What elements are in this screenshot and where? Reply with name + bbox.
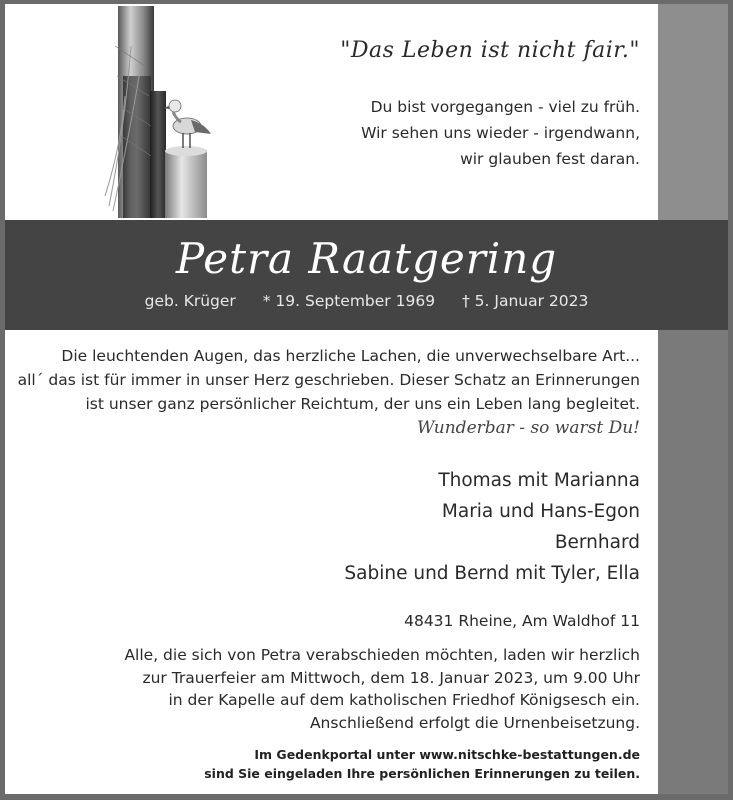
maiden-name: geb. Krüger [144, 292, 236, 310]
death-date: † 5. Januar 2023 [462, 292, 589, 310]
tribute-line: Die leuchtenden Augen, das herzliche Lachen, die unverwechselbare Art... [61, 347, 640, 365]
poem [361, 94, 640, 172]
tribute-line: ist unser ganz persönlicher Reichtum, der uns ein Leben lang begleitet. [85, 395, 640, 413]
tribute-text [18, 344, 640, 440]
family-address: 48431 Rheine, Am Waldhof 11 [404, 612, 640, 630]
memorial-portal-note [204, 745, 640, 783]
quote: "Das Leben ist nicht fair." [340, 38, 640, 63]
portal-line: Im Gedenkportal unter www.nitschke-bestattungen.de [254, 747, 640, 762]
name-band [5, 220, 728, 330]
tribute-line: all´ das ist für immer in unser Herz geschrieben. Dieser Schatz an Erinnerungen [17, 371, 640, 389]
pier-post-with-seagull-icon [95, 6, 215, 218]
invitation-line: Anschließend erfolgt die Urnenbeisetzung. [309, 713, 640, 732]
mourner: Maria und Hans-Egon [441, 501, 640, 522]
life-dates [5, 292, 728, 310]
decorative-side-bar [658, 4, 728, 794]
poem-line: Wir sehen uns wieder - irgendwann, [361, 124, 640, 142]
mourner: Sabine und Bernd mit Tyler, Ella [344, 563, 640, 584]
tribute-closing: Wunderbar - so warst Du! [417, 418, 640, 438]
invitation-line: Alle, die sich von Petra verabschieden möchten, laden wir herzlich [124, 646, 640, 664]
mourners-list [344, 465, 640, 589]
mourner: Bernhard [554, 532, 640, 553]
poem-line: wir glauben fest daran. [460, 150, 640, 168]
invitation-line: zur Trauerfeier am Mittwoch, dem 18. Januar 2023, um 9.00 Uhr [142, 668, 640, 687]
deceased-name: Petra Raatgering [175, 234, 558, 283]
birth-date: * 19. September 1969 [262, 292, 436, 310]
mourner: Thomas mit Marianna [438, 470, 640, 491]
invitation-line: in der Kapelle auf dem katholischen Friedhof Königsesch ein. [168, 691, 640, 709]
poem-line: Du bist vorgegangen - viel zu früh. [370, 98, 640, 116]
funeral-invitation [124, 644, 640, 734]
portal-line: sind Sie eingeladen Ihre persönlichen Erinnerungen zu teilen. [204, 766, 640, 781]
